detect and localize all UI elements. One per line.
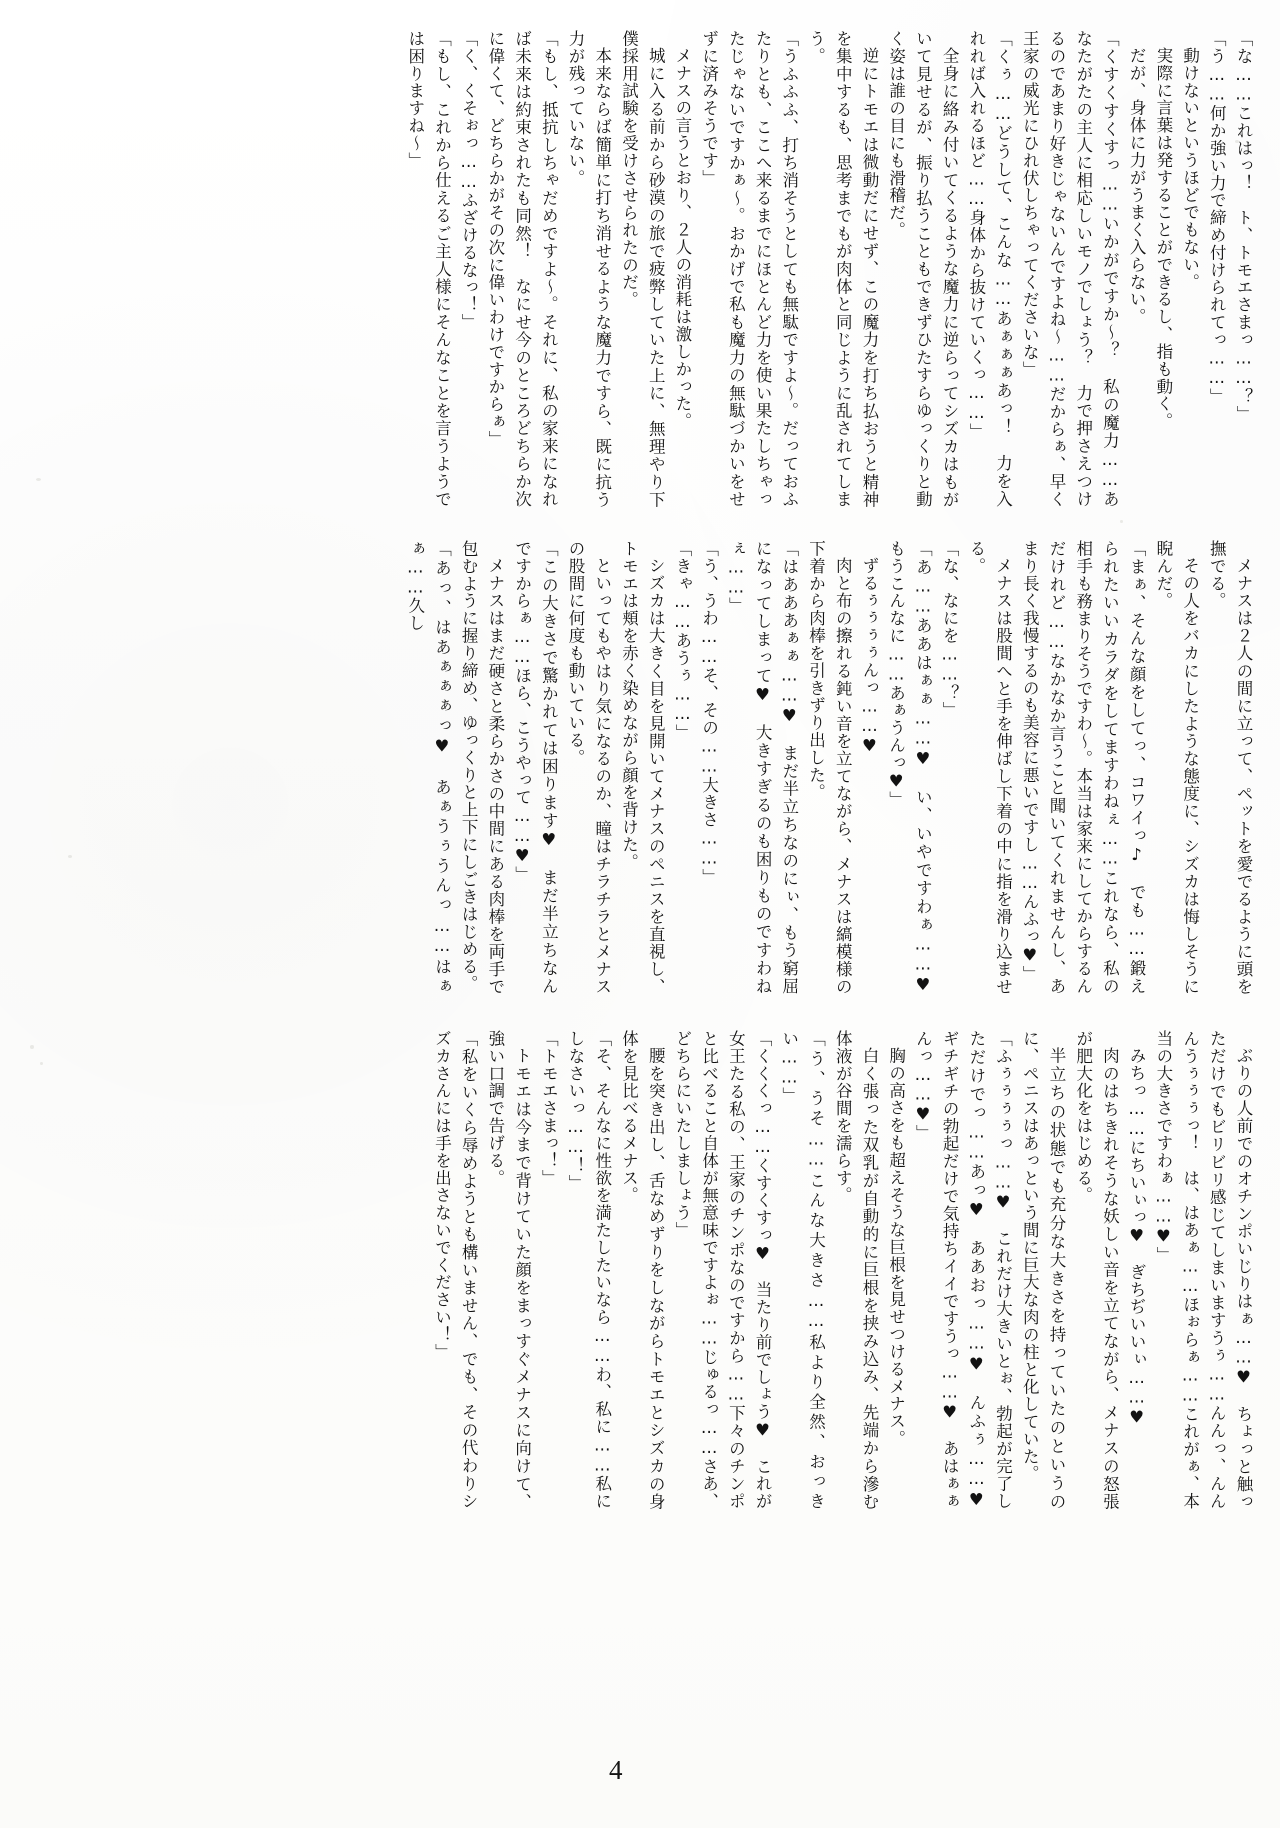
paragraph: 逆にトモエは微動だにせず、この魔力を打ち払おうと精神を集中するも、思考までもが肉体と同じように乱されてしまう。 [806, 30, 879, 508]
paragraph: 白く張った双乳が自動的に巨根を挟み込み、先端から滲む体液が谷間を濡らす。 [833, 1030, 879, 1510]
text-block-3 [51, 1030, 1256, 1528]
paragraph: 「私をいくら辱めようとも構いません、でも、その代わりシズカさんには手を出さないでください！」 [432, 1030, 479, 1510]
paragraph: 「ふぅぅぅぅっ……♥ これだけ大きいとぉ、勃起が完了しただけでっ……あっ♥ ああおっ……♥ んふぅ……♥ ギチギチの勃起だけで気持ちイイですうっ……♥ あはぁぁんっ……♥」 [913, 1030, 1013, 1528]
page-number: 4 [609, 1755, 623, 1785]
text-block-2 [51, 540, 1256, 1013]
paragraph: その人をバカにしたような態度に、シズカは悔しそうに睨んだ。 [1153, 540, 1200, 995]
scan-speck [40, 1062, 43, 1065]
paragraph: 実際に言葉は発することができるし、指も動く。 [1153, 46, 1173, 430]
paragraph: 「そ、そんなに性欲を満たしたいなら……わ、私に……私にしなさいっ……！」 [566, 1030, 612, 1511]
paragraph: 「な、なにを……？」 [940, 540, 960, 720]
paragraph: メナスの言うとおり、２人の消耗は激しかった。 [672, 46, 692, 430]
paragraph: メナスは股間へと手を伸ばし下着の中に指を滑り込ませる。 [966, 540, 1013, 995]
text-block-1 [51, 30, 1256, 508]
paragraph: 「う、うそ……こんな大きさ……私より全然、おっきい……」 [779, 1030, 826, 1510]
paragraph: 全身に絡み付いてくるような魔力に逆らってシズカはもがいて見せるが、振り払うこともできずひたすらゆっくりと動く姿は誰の目にも滑稽だ。 [886, 30, 960, 508]
paragraph: 肉のはちきれそうな妖しい音を立てながら、メナスの怒張が肥大化をはじめる。 [1073, 1030, 1120, 1510]
paragraph: 「う、うわ……そ、その……大きさ……」 [699, 540, 719, 886]
paragraph: 「くぅ……どうして、こんな……あぁぁぁあっ！ 力を入れれば入れるほど……身体から抜けていくっ……」 [966, 30, 1013, 508]
paragraph: といってもやはり気になるのか、瞳はチラチラとメナスの股間に何度も動いている。 [566, 540, 612, 995]
paragraph: 「くくくっ……くすくすっ♥ 当たり前でしょう♥ これが女王たる私の、王家のチンポなのですから……下々のチンポと比べること自体が無意味ですよぉ……じゅるっ……さあ、どちらにいたしましょう」 [672, 1030, 773, 1511]
paragraph: 「な……これはっ！ ト、トモエさまっ……？」 [1234, 30, 1253, 423]
paragraph: メナスは２人の間に立って、ペットを愛でるように頭を撫でる。 [1207, 540, 1253, 995]
paragraph: 城に入る前から砂漠の旅で疲弊していた上に、無理やり下僕採用試験を受けさせられたのだ。 [619, 30, 666, 508]
paragraph: シズカは大きく目を見開いてメナスのペニスを直視し、トモエは頬を赤く染めながら顔を背けた。 [619, 540, 666, 995]
paragraph: 半立ちの状態でも充分な大きさを持っていたのというのに、ペニスはあっという間に巨大な肉の柱と化していた。 [1020, 1030, 1066, 1510]
paragraph: 「もし、抵抗しちゃだめですよ～。それに、私の家来になれば未来は約束されたも同然！ なにせ今のところどちらか次に偉くて、どちらかがその次に偉いわけですからぁ」 [485, 30, 559, 508]
paragraph: 「トモエさまっ！」 [539, 1030, 559, 1187]
paragraph: 「くすくすくすっ……いかがですか～？ 私の魔力……あなたがたの主人に相応しいモノでしょう？ 力で押さえつけるのであまり好きじゃないんですよね～……だからぁ、早く王家の威光にひれ伏しちゃってくださいな」 [1020, 30, 1120, 508]
paragraph: トモエは今まで背けていた顔をまっすぐメナスに向けて、強い口調で告げる。 [485, 1030, 532, 1510]
scan-speck [1120, 520, 1123, 523]
paragraph: 「あっ、はあぁぁぁっ♥ あぁうぅうんっ……はぁぁ……久し [405, 540, 452, 995]
paragraph: 動けないというほどでもない。 [1180, 46, 1200, 291]
paragraph: 「きゃ……あうぅ……」 [672, 540, 692, 742]
paragraph: ぶりの人前でのオチンポいじりはぁ……♥ ちょっと触っただけでもビリビリ感じてしまいますうぅ……んんっ、んんんうぅぅぅっ！ は、はあぁ……ほぉらぁ……これがぁ、本当の大きさですわぁ……♥」 [1153, 1030, 1253, 1511]
paragraph: みちっ……にちいぃっ♥ ぎちぢいいぃ……♥ [1127, 1046, 1147, 1428]
paragraph: 「あ……ああはぁぁ……♥ い、いやですわぁ……♥ もうこんなに……あぁうんっ♥」 [886, 540, 933, 1013]
paragraph: 「もし、これから仕えるご主人様にそんなことを言うようでは困りますね～」 [405, 30, 452, 508]
paragraph: 胸の高さをも超えそうな巨根を見せつけるメナス。 [886, 1046, 906, 1447]
paragraph: 腰を突き出し、舌なめずりをしながらトモエとシズカの身体を見比べるメナス。 [619, 1030, 666, 1510]
scan-speck [36, 478, 41, 481]
paragraph: 「この大きさで驚かれては困ります♥ まだ半立ちなんですからぁ……ほら、こうやって……♥」 [512, 540, 559, 995]
scan-speck [30, 1045, 34, 1049]
paragraph: ずるぅぅぅぅんっ……♥ [859, 556, 879, 756]
paragraph: 「まぁ、そんな顔をしてっ、コワイっ♪ でも……鍛えられたいいカラダをしてますわねぇ……これなら、私の相手も務まりそうですわ～。本当は家来にしてからするんだけれど……なかなか言うこと聞いてくれませんし、あまり長く我慢するのも美容に悪いですし……んふっ♥」 [1020, 540, 1147, 995]
paragraph: 「はあああぁぁ……♥ まだ半立ちなのにぃ、もう窮屈になってしまって♥ 大きすぎるのも困りものですわねぇ……」 [726, 540, 799, 995]
paragraph: 「う……何か強い力で締め付けられてっ……」 [1207, 30, 1227, 406]
paragraph: 本来ならば簡単に打ち消せるような魔力ですら、既に抗う力が残っていない。 [566, 30, 612, 508]
paragraph: 「うふふふ、打ち消そうとしても無駄ですよ～。だっておふたりとも、ここへ来るまでにほとんど力を使い果たしちゃったじゃないですかぁ～。おかげで私も魔力の無駄づかいをせずに済みそうです」 [699, 30, 799, 508]
paragraph: だが、身体に力がうまく入らない。 [1127, 46, 1147, 326]
paragraph: 肉と布の擦れる鈍い音を立てながら、メナスは縞模様の下着から肉棒を引きずり出した。 [806, 540, 853, 995]
paragraph: メナスはまだ硬さと柔らかさの中間にある肉棒を両手で包むように握り締め、ゆっくりと上下にしごきはじめる。 [459, 540, 505, 995]
paragraph: 「く、くそぉっ……ふざけるなっ！」 [459, 30, 479, 331]
